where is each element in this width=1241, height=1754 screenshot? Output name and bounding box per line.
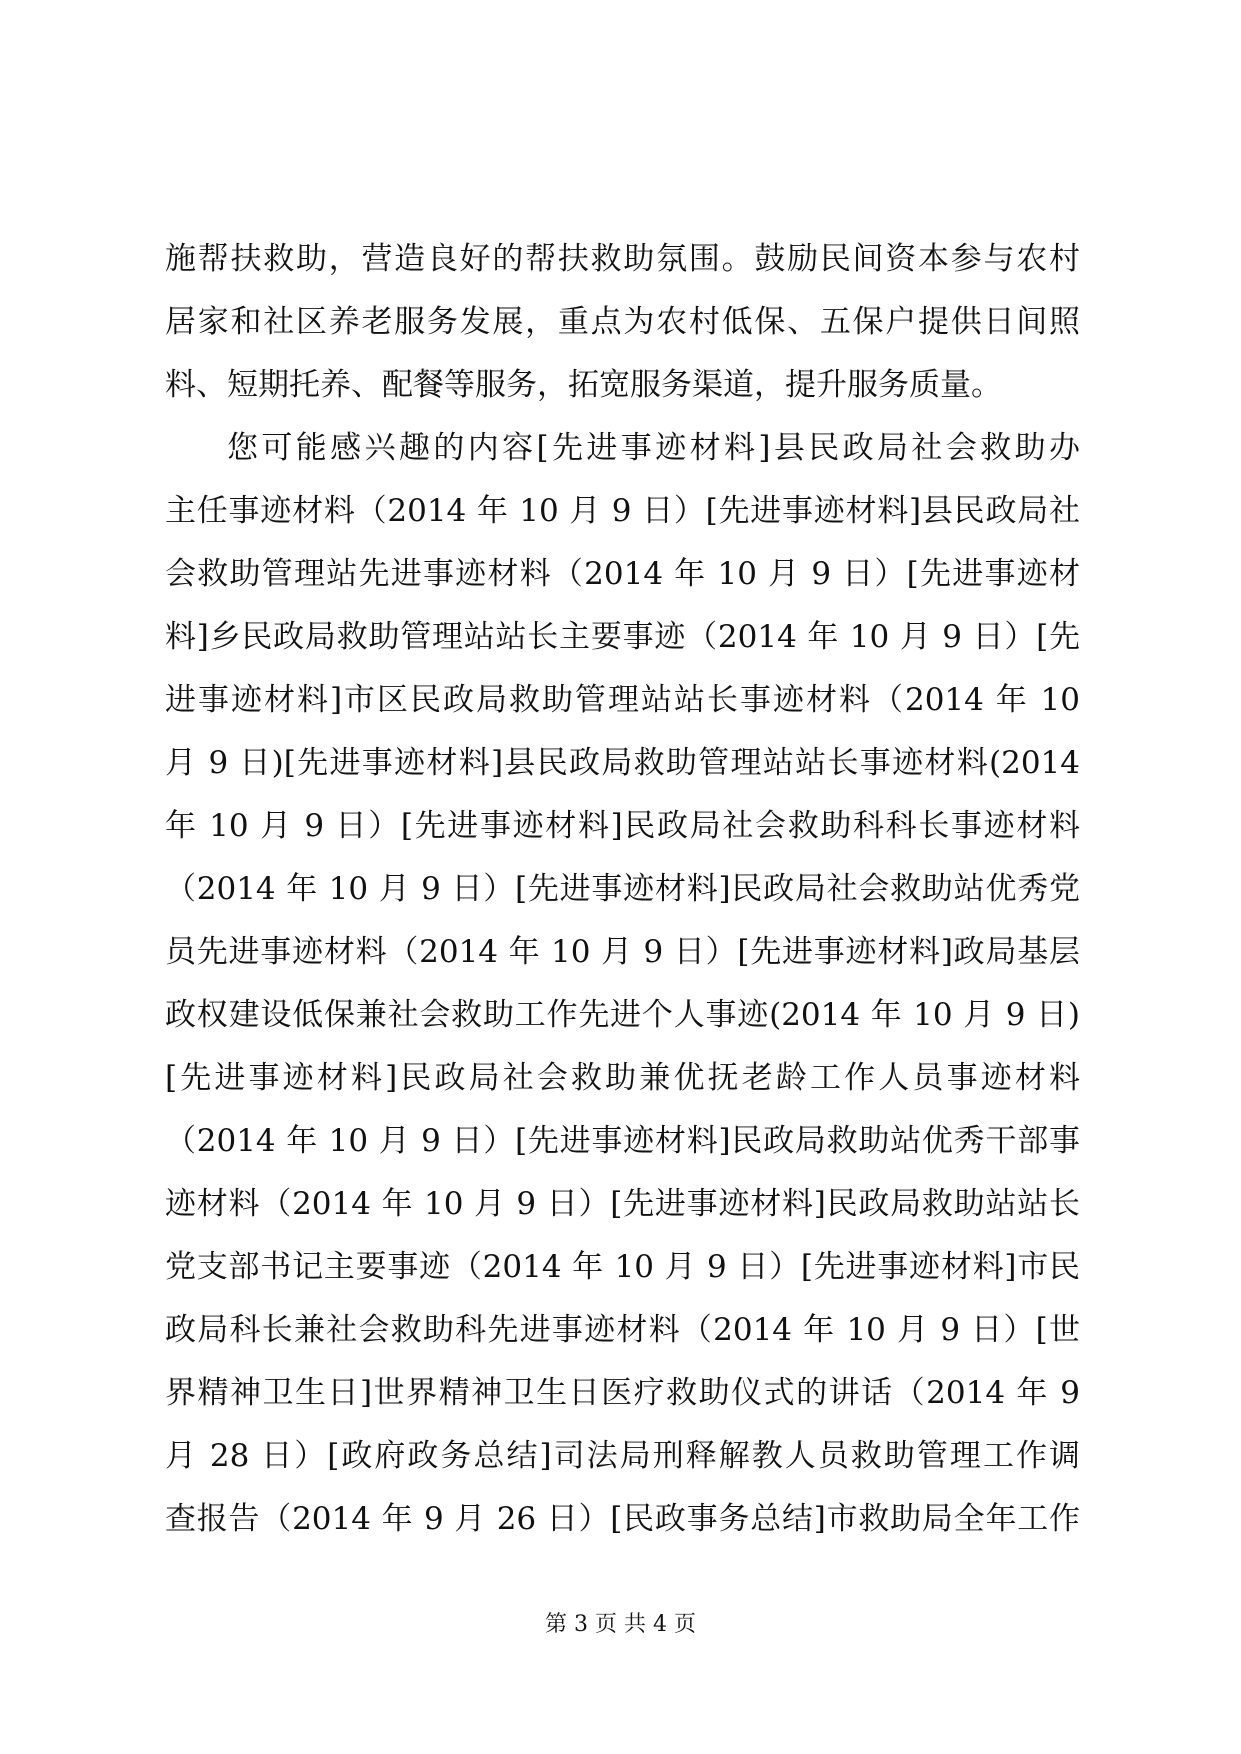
text-line: 您可能感兴趣的内容[先进事迹材料]县民政局社会救助办 — [227, 430, 1080, 466]
page-footer — [0, 1610, 1241, 1640]
text-line: 迹材料（2014 年 10 月 9 日）[先进事迹材料]民政局救助站站长 — [165, 1186, 1080, 1222]
text-line: 界精神卫生日]世界精神卫生日医疗救助仪式的讲话（2014 年 9 — [165, 1375, 1080, 1411]
text-line: 月 28 日）[政府政务总结]司法局刑释解教人员救助管理工作调 — [165, 1438, 1080, 1474]
page-number-label: 第 3 页 共 4 页 — [545, 1612, 696, 1637]
text-line: 居家和社区养老服务发展，重点为农村低保、五保户提供日间照 — [165, 304, 1080, 340]
text-line: 月 9 日)[先进事迹材料]县民政局救助管理站站长事迹材料(2014 — [165, 745, 1080, 781]
text-line: 年 10 月 9 日）[先进事迹材料]民政局社会救助科科长事迹材料 — [165, 808, 1080, 844]
text-line: 政权建设低保兼社会救助工作先进个人事迹(2014 年 10 月 9 日) — [165, 997, 1080, 1033]
text-line: [先进事迹材料]民政局社会救助兼优抚老龄工作人员事迹材料 — [165, 1060, 1080, 1096]
text-line: （2014 年 10 月 9 日）[先进事迹材料]民政局社会救助站优秀党 — [165, 871, 1080, 907]
text-line: 进事迹材料]市区民政局救助管理站站长事迹材料（2014 年 10 — [165, 682, 1080, 718]
text-line: 查报告（2014 年 9 月 26 日）[民政事务总结]市救助局全年工作 — [165, 1501, 1080, 1537]
text-line: 主任事迹材料（2014 年 10 月 9 日）[先进事迹材料]县民政局社 — [165, 493, 1080, 529]
text-line: （2014 年 10 月 9 日）[先进事迹材料]民政局救助站优秀干部事 — [165, 1123, 1080, 1159]
text-line: 政局科长兼社会救助科先进事迹材料（2014 年 10 月 9 日）[世 — [165, 1312, 1080, 1348]
paragraph-1 — [165, 228, 1080, 417]
text-line: 会救助管理站先进事迹材料（2014 年 10 月 9 日）[先进事迹材 — [165, 556, 1080, 592]
text-line: 员先进事迹材料（2014 年 10 月 9 日）[先进事迹材料]政局基层 — [165, 934, 1080, 970]
text-line: 料、短期托养、配餐等服务，拓宽服务渠道，提升服务质量。 — [165, 367, 1002, 403]
text-line: 党支部书记主要事迹（2014 年 10 月 9 日）[先进事迹材料]市民 — [165, 1249, 1080, 1285]
paragraph-2 — [165, 417, 1080, 1551]
text-line: 料]乡民政局救助管理站站长主要事迹（2014 年 10 月 9 日）[先 — [165, 619, 1080, 655]
document-body — [165, 228, 1080, 1551]
text-line: 施帮扶救助，营造良好的帮扶救助氛围。鼓励民间资本参与农村 — [165, 241, 1080, 277]
